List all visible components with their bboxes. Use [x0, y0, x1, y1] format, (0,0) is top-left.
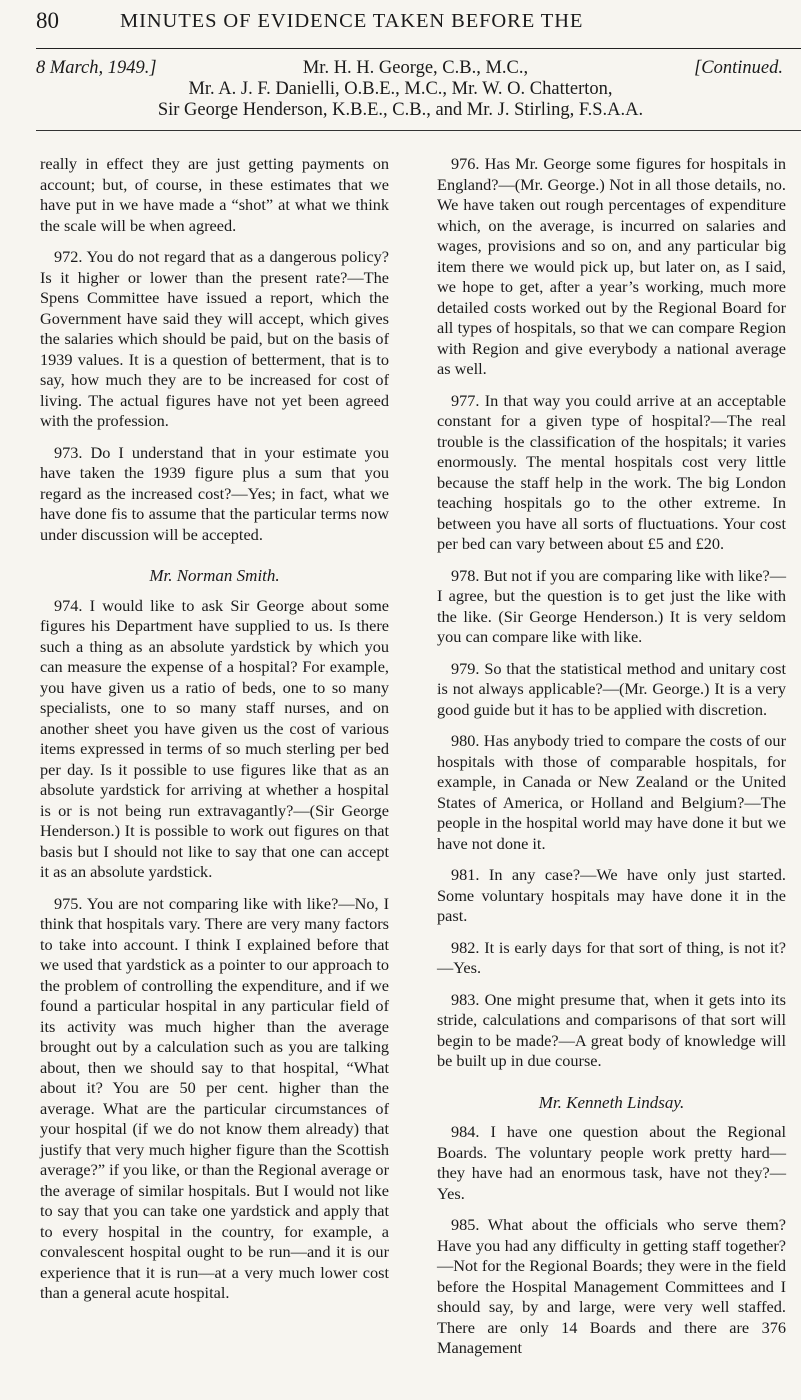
witness-rule: [36, 130, 801, 131]
question-978: 978. But not if you are comparing like with like?—I agree, but the question is to get just the like with the like. (Sir George Henderson.) It is very seldom you can compare like with like.: [437, 565, 786, 646]
speaker-name: Mr. Norman Smith.: [149, 566, 280, 585]
question-972: 972. You do not regard that as a dangerous policy? Is it higher or lower than the present rate?—The Spens Committee have issued a report, which the Government have said they will accept, which gives the salaries which should be paid, but on the basis of 1939 values. It is a question of betterment, that is to say, how much they are to be increased for cost of living. The actual figures have not yet been agreed with the profession.: [40, 247, 389, 430]
page-number: 80: [36, 8, 59, 33]
question-979: 979. So that the statistical method and unitary cost is not always applicable?—(Mr. George.) It is a very good guide but it has to be applied with discretion.: [437, 658, 786, 719]
question-973: 973. Do I understand that in your estimate you have taken the 1939 figure plus a sum that you regard as the increased cost?—Yes; in fact, what we have done fis to assume that the particular terms now under discussion will be accepted.: [40, 442, 389, 544]
continued-label: [Continued.: [694, 58, 783, 78]
question-977: 977. In that way you could arrive at an acceptable constant for a given type of hospital?—The real trouble is the classification of the hospitals; it varies enormously. The mental hospitals cost very little because the staff help in the work. The big London teaching hospitals go to the other extreme. In between you have all sorts of fluctuations. Your cost per bed can vary between about £5 and £20.: [437, 390, 786, 553]
page-header: [0, 8, 801, 38]
running-head: MINUTES OF EVIDENCE TAKEN BEFORE THE: [120, 10, 584, 32]
question-985: 985. What about the officials who serve them? Have you had any difficulty in getting staff together?—Not for the Regional Boards; they were in the field before the Hospital Management Committees and I should say, by and large, were very well staffed. There are only 14 Boards and there are 376 Management: [437, 1215, 786, 1357]
hearing-date: 8 March, 1949.]: [36, 58, 157, 78]
question-982: 982. It is early days for that sort of thing, is not it?—Yes.: [437, 937, 786, 977]
speaker-heading: [40, 566, 389, 587]
question-975: 975. You are not comparing like with like?—No, I think that hospitals vary. There are very many factors to take into account. I think I explained before that we used that yardstick as a pointer to our approach to the problem of controlling the expenditure, and if we found a particular hospital in any particular field of its activity was much higher than the average brought out by a calculation such as you are talking about, then we should say to that hospital, “What about it? You are 50 per cent. higher than the average. What are the particular circumstances of your hospital (if we do not know them already) that justify that very much higher figure than the Scottish average?” if you like, or than the Regional average or the average of similar hospitals. But I would not like to say that you can take one yardstick and apply that to every hospital in the country, for example, a convalescent hospital ought to be run—and it is our experience that it is run—at a very much lower cost than a general acute hospital.: [40, 893, 389, 1302]
witness-line-1: Mr. H. H. George, C.B., M.C.,: [302, 58, 529, 78]
question-976: 976. Has Mr. George some figures for hospitals in England?—(Mr. George.) Not in all those details, no. We have taken out rough percentages of expenditure which, on the average, is incurred on salaries and wages, provisions and so on, and any particular big item there we would pick up, but later on, as I said, we hope to get, after a year’s working, much more detailed costs worked out by the Regional Board for all types of hospitals, so that we can compare Region with Region and give everybody a national average as well.: [437, 154, 786, 378]
speaker-name: Mr. Kenneth Lindsay.: [538, 1092, 685, 1112]
question-984: 984. I have one question about the Regional Boards. The voluntary people work pretty hard—they have had an enormous task, have not they?—Yes.: [437, 1122, 786, 1203]
witness-line-2: Mr. A. J. F. Danielli, O.B.E., M.C., Mr. W. O. Chatterton,: [188, 79, 613, 99]
right-column: [437, 154, 786, 1370]
question-980: 980. Has anybody tried to compare the costs of our hospitals with those of comparable hospitals, for example, in Canada or New Zealand or the United States of America, or Holland and Belgium?—The people in the hospital world may have done it but we have not done it.: [437, 731, 786, 853]
paragraph: really in effect they are just getting payments on account; but, of course, in these estimates that we have put in we have made a “shot” at what we think the scale will be when agreed.: [40, 154, 389, 235]
witness-line-3: Sir George Henderson, K.B.E., C.B., and Mr. J. Stirling, F.S.A.A.: [157, 100, 644, 120]
question-981: 981. In any case?—We have only just started. Some voluntary hospitals may have done it in the past.: [437, 865, 786, 925]
header-rule: [36, 48, 801, 49]
left-column: [40, 154, 389, 1315]
question-983: 983. One might presume that, when it gets into its stride, calculations and comparisons of that sort will begin to be made?—A great body of knowledge will be built up in due course.: [437, 989, 786, 1070]
question-974: 974. I would like to ask Sir George about some figures his Department have supplied to us. Is there such a thing as an absolute yardstick by which you can measure the expense of a hospital? For example, you have given us a ratio of beds, one to so many specialists, one to so many staff nurses, and on another sheet you have given us the cost of various items expressed in terms of so much sterling per bed per day. Is it possible to use figures like that as an absolute yardstick for arriving at whether a hospital is or is not being run extravagantly?—(Sir George Henderson.) It is possible to work out figures on that basis but I should not like to say that one can accept it as an absolute yardstick.: [40, 595, 389, 881]
speaker-heading: [437, 1093, 786, 1114]
